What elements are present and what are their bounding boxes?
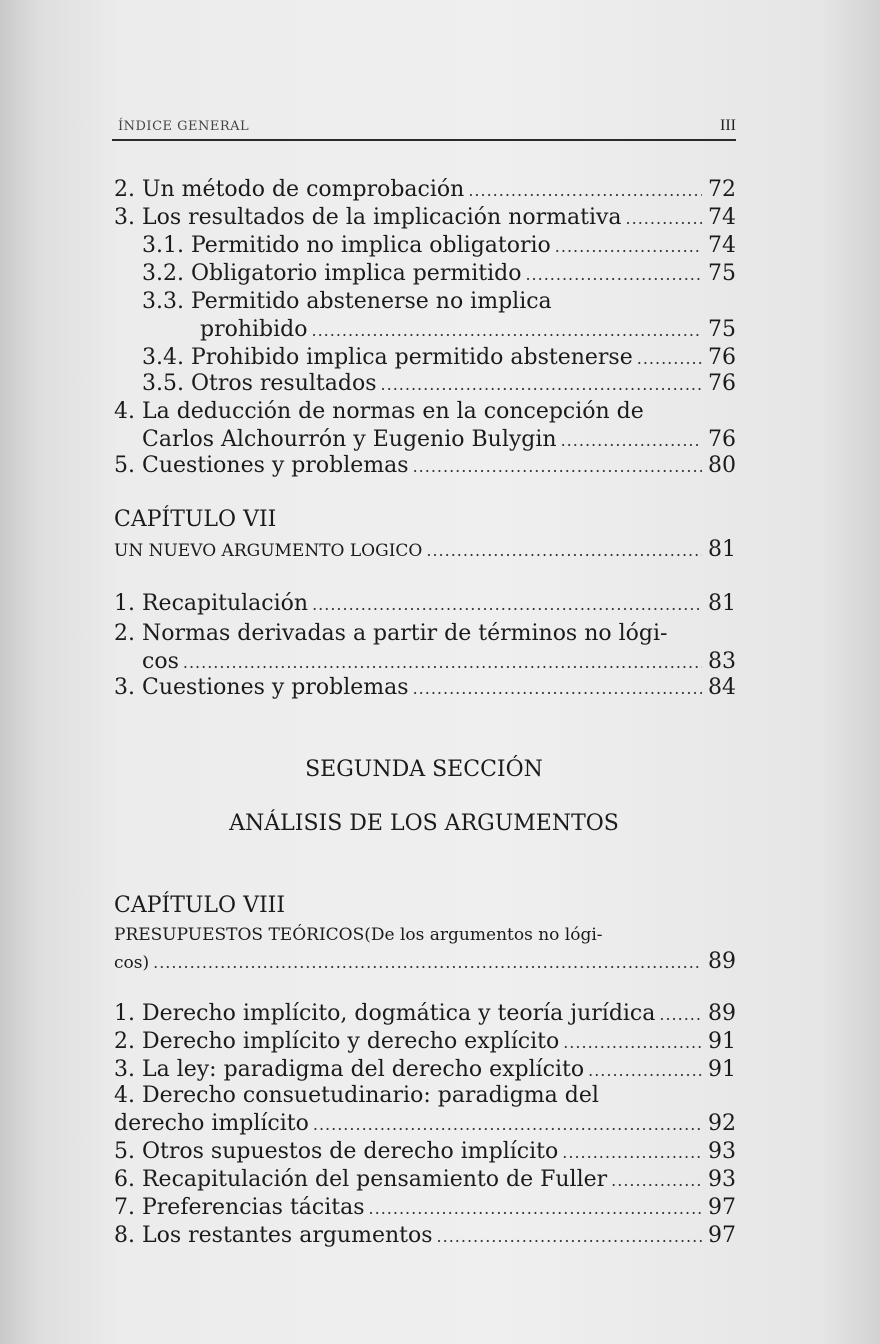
toc-entry [142, 344, 736, 372]
chapter-title-entry [114, 948, 736, 976]
chapter-title-entry [114, 536, 736, 564]
toc-entry [114, 1028, 736, 1056]
leader-dots [468, 177, 702, 205]
toc-entry-continuation: derecho implícito [114, 1111, 309, 1136]
toc-entry [200, 316, 736, 344]
leader-dots [562, 1139, 702, 1167]
toc-entry-text: 3.4. Prohibido implica permitido abstenerse [142, 345, 633, 370]
toc-entry-continuation: Carlos Alchourrón y Eugenio Bulygin [142, 427, 557, 452]
toc-entry [142, 426, 736, 454]
toc-entry-continuation: cos [142, 649, 179, 674]
toc-entry-text: 6. Recapitulación del pensamiento de Fuller [114, 1167, 608, 1192]
toc-entry [114, 590, 736, 618]
toc-entry [114, 1000, 736, 1028]
toc-entry-text: 2. Normas derivadas a partir de términos no lógi- [114, 621, 668, 646]
toc-entry-page: 91 [708, 1057, 736, 1082]
leader-dots [525, 261, 702, 289]
toc-entry [114, 674, 736, 702]
leader-dots [312, 591, 702, 619]
toc-entry-text: 1. Recapitulación [114, 591, 309, 616]
toc-entry [114, 204, 736, 232]
chapter-title-continuation: cos) [114, 953, 150, 973]
toc-entry [142, 648, 736, 676]
leader-dots [153, 949, 702, 977]
toc-entry [114, 1110, 736, 1138]
leader-dots [611, 1167, 702, 1195]
leader-dots [183, 649, 702, 677]
toc-entry-page: 97 [708, 1223, 736, 1248]
toc-entry-page: 75 [708, 261, 736, 286]
leader-dots [437, 1223, 702, 1251]
leader-dots [626, 205, 702, 233]
toc-entry-page: 80 [708, 453, 736, 478]
toc-entry-continuation: prohibido [200, 317, 308, 342]
leader-dots [555, 233, 702, 261]
toc-entry-text: 8. Los restantes argumentos [114, 1223, 433, 1248]
toc-entry [142, 260, 736, 288]
toc-entry-text: 3. Los resultados de la implicación normativa [114, 205, 622, 230]
leader-dots [369, 1195, 702, 1223]
leader-dots [563, 1029, 702, 1057]
leader-dots [637, 345, 702, 373]
toc-entry [114, 1166, 736, 1194]
chapter-title-rest: (De los argumentos no lógi- [364, 925, 603, 945]
toc-entry-page: 76 [708, 371, 736, 396]
chapter-label: CAPÍTULO VIII [114, 893, 286, 918]
leader-dots [413, 453, 702, 481]
toc-entry-text: 7. Preferencias tácitas [114, 1195, 365, 1220]
leader-dots [659, 1001, 702, 1029]
toc-entry-text: 3. Cuestiones y problemas [114, 675, 409, 700]
toc-entry-text: 3.3. Permitido abstenerse no implica [142, 289, 552, 314]
leader-dots [381, 371, 702, 399]
leader-dots [588, 1057, 702, 1085]
toc-entry-page: 72 [708, 177, 736, 202]
chapter-label: CAPÍTULO VII [114, 507, 277, 532]
toc-entry [114, 1138, 736, 1166]
chapter-page: 89 [708, 949, 736, 974]
toc-entry-page: 75 [708, 317, 736, 342]
toc-entry-text: 5. Cuestiones y problemas [114, 453, 409, 478]
toc-entry [114, 1194, 736, 1222]
toc-entry-text: 3.5. Otros resultados [142, 371, 377, 396]
leader-dots [426, 537, 702, 565]
toc-entry-page: 97 [708, 1195, 736, 1220]
leader-dots [561, 427, 702, 455]
toc-entry-page: 89 [708, 1001, 736, 1026]
header-page-number: III [720, 117, 736, 134]
toc-entry-text: 3. La ley: paradigma del derecho explícito [114, 1057, 585, 1082]
toc-entry-page: 93 [708, 1139, 736, 1164]
toc-entry-text: 3.2. Obligatorio implica permitido [142, 261, 522, 286]
toc-entry [114, 1222, 736, 1250]
toc-entry-page: 74 [708, 233, 736, 258]
toc-entry [114, 452, 736, 480]
chapter-title [114, 920, 603, 949]
toc-entry-text: 5. Otros supuestos de derecho implícito [114, 1139, 559, 1164]
toc-entry-text: 3.1. Permitido no implica obligatorio [142, 233, 551, 258]
chapter-title: UN NUEVO ARGUMENTO LOGICO [114, 541, 423, 561]
toc-entry-page: 74 [708, 205, 736, 230]
toc-entry-text: 4. La deducción de normas en la concepción de [114, 399, 644, 424]
toc-entry-page: 84 [708, 675, 736, 700]
toc-entry-page: 93 [708, 1167, 736, 1192]
leader-dots [312, 317, 703, 345]
toc-entry-page: 81 [708, 591, 736, 616]
section-label: SEGUNDA SECCIÓN [305, 757, 543, 782]
leader-dots [313, 1111, 702, 1139]
toc-entry-page: 76 [708, 427, 736, 452]
chapter-title-caps: PRESUPUESTOS TEÓRICOS [114, 925, 365, 945]
toc-entry-text: 2. Derecho implícito y derecho explícito [114, 1029, 560, 1054]
toc-entry [114, 1056, 736, 1084]
toc-entry-page: 76 [708, 345, 736, 370]
section-title: ANÁLISIS DE LOS ARGUMENTOS [229, 811, 619, 836]
toc-entry [142, 370, 736, 398]
running-header [112, 113, 736, 141]
toc-entry-text: 1. Derecho implícito, dogmática y teoría jurídica [114, 1001, 656, 1026]
toc-entry-page: 91 [708, 1029, 736, 1054]
chapter-page: 81 [708, 537, 736, 562]
toc-entry-text: 2. Un método de comprobación [114, 177, 465, 202]
toc-entry-text: 4. Derecho consuetudinario: paradigma del [114, 1083, 599, 1108]
toc-entry-page: 92 [708, 1111, 736, 1136]
toc-entry [142, 232, 736, 260]
toc-entry [114, 176, 736, 204]
leader-dots [413, 675, 702, 703]
header-title: ÍNDICE GENERAL [118, 119, 250, 134]
toc-entry-page: 83 [708, 649, 736, 674]
